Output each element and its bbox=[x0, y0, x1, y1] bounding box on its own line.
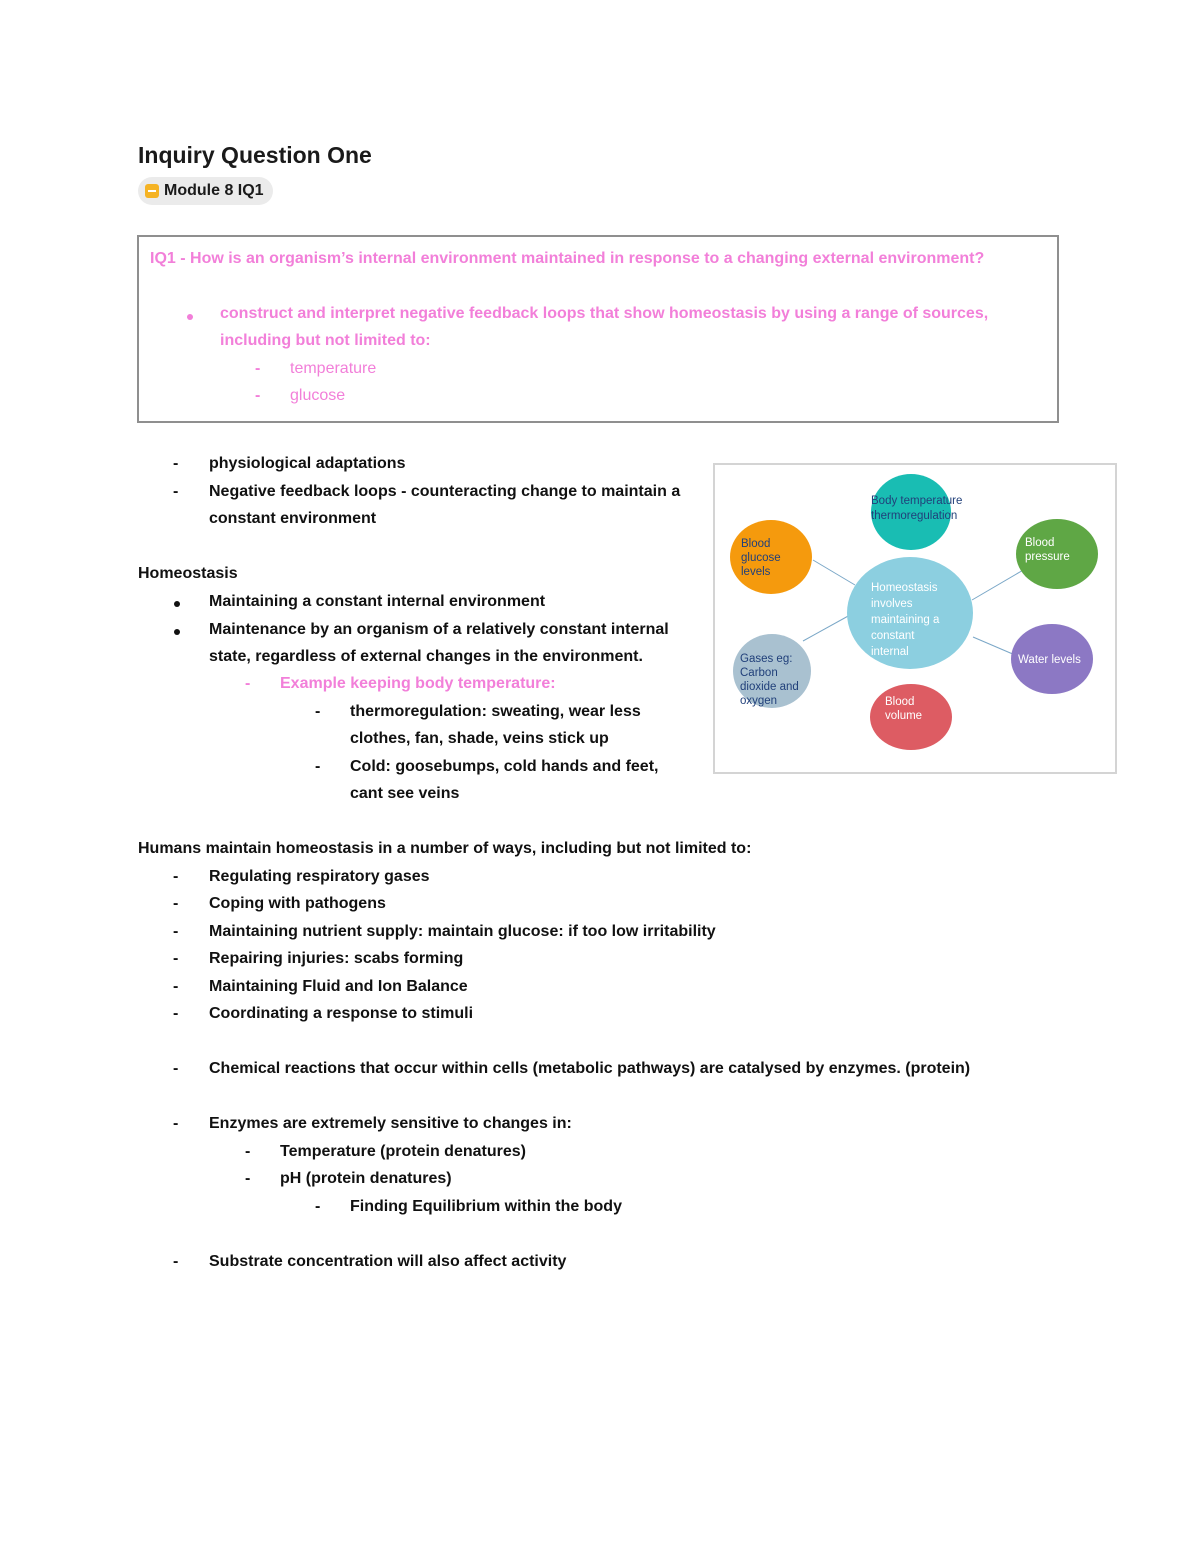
callout-bullet-line2: including but not limited to: bbox=[220, 332, 431, 349]
node-center-line5: internal bbox=[871, 646, 909, 658]
list-dash: - bbox=[173, 1253, 179, 1270]
node-gases-line4: oxygen bbox=[740, 695, 778, 707]
diagram-svg bbox=[715, 465, 1115, 772]
intro-item-2-line2: constant environment bbox=[209, 510, 377, 527]
enzymes-sensitive: Enzymes are extremely sensitive to changes in: bbox=[209, 1115, 572, 1132]
cold-line2: cant see veins bbox=[350, 785, 460, 802]
list-dash: - bbox=[173, 1115, 179, 1132]
node-blood-glucose-line2: glucose bbox=[741, 552, 781, 564]
bullet-dot bbox=[174, 601, 180, 607]
list-dash: - bbox=[173, 923, 179, 940]
node-center-line1: Homeostasis bbox=[871, 582, 938, 594]
list-dash: - bbox=[315, 703, 321, 720]
ways-item-4: Repairing injuries: scabs forming bbox=[209, 950, 464, 967]
node-gases-line1: Gases eg: bbox=[740, 653, 793, 665]
list-dash: - bbox=[245, 1143, 251, 1160]
node-blood-pressure-line1: Blood bbox=[1025, 537, 1055, 549]
ways-heading: Humans maintain homeostasis in a number of ways, including but not limited to: bbox=[138, 840, 752, 857]
homeostasis-bullet-2-line1: Maintenance by an organism of a relatively constant internal bbox=[209, 621, 669, 638]
enzymes-ph: pH (protein denatures) bbox=[280, 1170, 452, 1187]
homeostasis-bullet-1: Maintaining a constant internal environment bbox=[209, 593, 546, 610]
enzymes-temperature: Temperature (protein denatures) bbox=[280, 1143, 526, 1160]
list-dash: - bbox=[173, 1005, 179, 1022]
node-body-temperature-line2: thermoregulation bbox=[871, 510, 958, 522]
callout-dash: - bbox=[255, 387, 261, 404]
node-blood-pressure-line2: pressure bbox=[1025, 551, 1070, 563]
callout-sub-glucose: glucose bbox=[290, 387, 346, 404]
finding-equilibrium: Finding Equilibrium within the body bbox=[350, 1198, 622, 1215]
list-dash: - bbox=[315, 758, 321, 775]
homeostasis-diagram bbox=[713, 463, 1117, 774]
module-tag-label: Module 8 IQ1 bbox=[164, 182, 264, 199]
node-blood-glucose-line1: Blood bbox=[741, 538, 771, 550]
list-dash: - bbox=[173, 950, 179, 967]
ways-item-1: Regulating respiratory gases bbox=[209, 868, 430, 885]
node-blood-glucose-line3: levels bbox=[741, 566, 771, 578]
ways-item-5: Maintaining Fluid and Ion Balance bbox=[209, 978, 468, 995]
ways-item-6: Coordinating a response to stimuli bbox=[209, 1005, 474, 1022]
module-tag[interactable] bbox=[138, 177, 273, 205]
cold-line1: Cold: goosebumps, cold hands and feet, bbox=[350, 758, 659, 775]
list-dash: - bbox=[245, 1170, 251, 1187]
node-gases-line3: dioxide and bbox=[740, 681, 799, 693]
callout-sub-temperature: temperature bbox=[290, 360, 377, 377]
list-dash: - bbox=[173, 1060, 179, 1077]
homeostasis-heading: Homeostasis bbox=[138, 565, 238, 582]
thermoregulation-line1: thermoregulation: sweating, wear less bbox=[350, 703, 641, 720]
thermoregulation-line2: clothes, fan, shade, veins stick up bbox=[350, 730, 609, 747]
intro-item-1: physiological adaptations bbox=[209, 455, 406, 472]
node-center-line2: involves bbox=[871, 598, 913, 610]
chemical-reactions: Chemical reactions that occur within cells (metabolic pathways) are catalysed by enzymes. (protein) bbox=[209, 1060, 971, 1077]
callout-bullet-line1: construct and interpret negative feedback loops that show homeostasis by using a range of sources, bbox=[220, 305, 989, 322]
node-body-temperature-line1: Body temperature bbox=[871, 495, 963, 507]
node-blood-volume-line1: Blood bbox=[885, 696, 915, 708]
inquiry-question: IQ1 - How is an organism’s internal environment maintained in response to a changing external environment? bbox=[150, 250, 985, 267]
homeostasis-bullet-2-line2: state, regardless of external changes in the environment. bbox=[209, 648, 643, 665]
ways-item-3: Maintaining nutrient supply: maintain glucose: if too low irritability bbox=[209, 923, 716, 940]
example-heading: Example keeping body temperature: bbox=[280, 675, 556, 692]
list-dash: - bbox=[173, 455, 179, 472]
example-dash: - bbox=[245, 675, 251, 692]
node-gases-line2: Carbon bbox=[740, 667, 778, 679]
module-tag-icon bbox=[145, 184, 159, 198]
ways-item-2: Coping with pathogens bbox=[209, 895, 386, 912]
node-blood-volume-line2: volume bbox=[885, 710, 923, 722]
list-dash: - bbox=[173, 978, 179, 995]
substrate-concentration: Substrate concentration will also affect activity bbox=[209, 1253, 567, 1270]
node-center bbox=[847, 557, 973, 669]
list-dash: - bbox=[173, 868, 179, 885]
page-title: Inquiry Question One bbox=[138, 142, 372, 168]
list-dash: - bbox=[173, 483, 179, 500]
list-dash: - bbox=[315, 1198, 321, 1215]
list-dash: - bbox=[173, 895, 179, 912]
node-water-levels-line1: Water levels bbox=[1018, 654, 1081, 666]
bullet-dot bbox=[174, 629, 180, 635]
callout-bullet-dot bbox=[187, 314, 193, 320]
node-center-line3: maintaining a bbox=[871, 614, 940, 626]
node-center-line4: constant bbox=[871, 630, 915, 642]
callout-dash: - bbox=[255, 360, 261, 377]
intro-item-2-line1: Negative feedback loops - counteracting change to maintain a bbox=[209, 483, 681, 500]
